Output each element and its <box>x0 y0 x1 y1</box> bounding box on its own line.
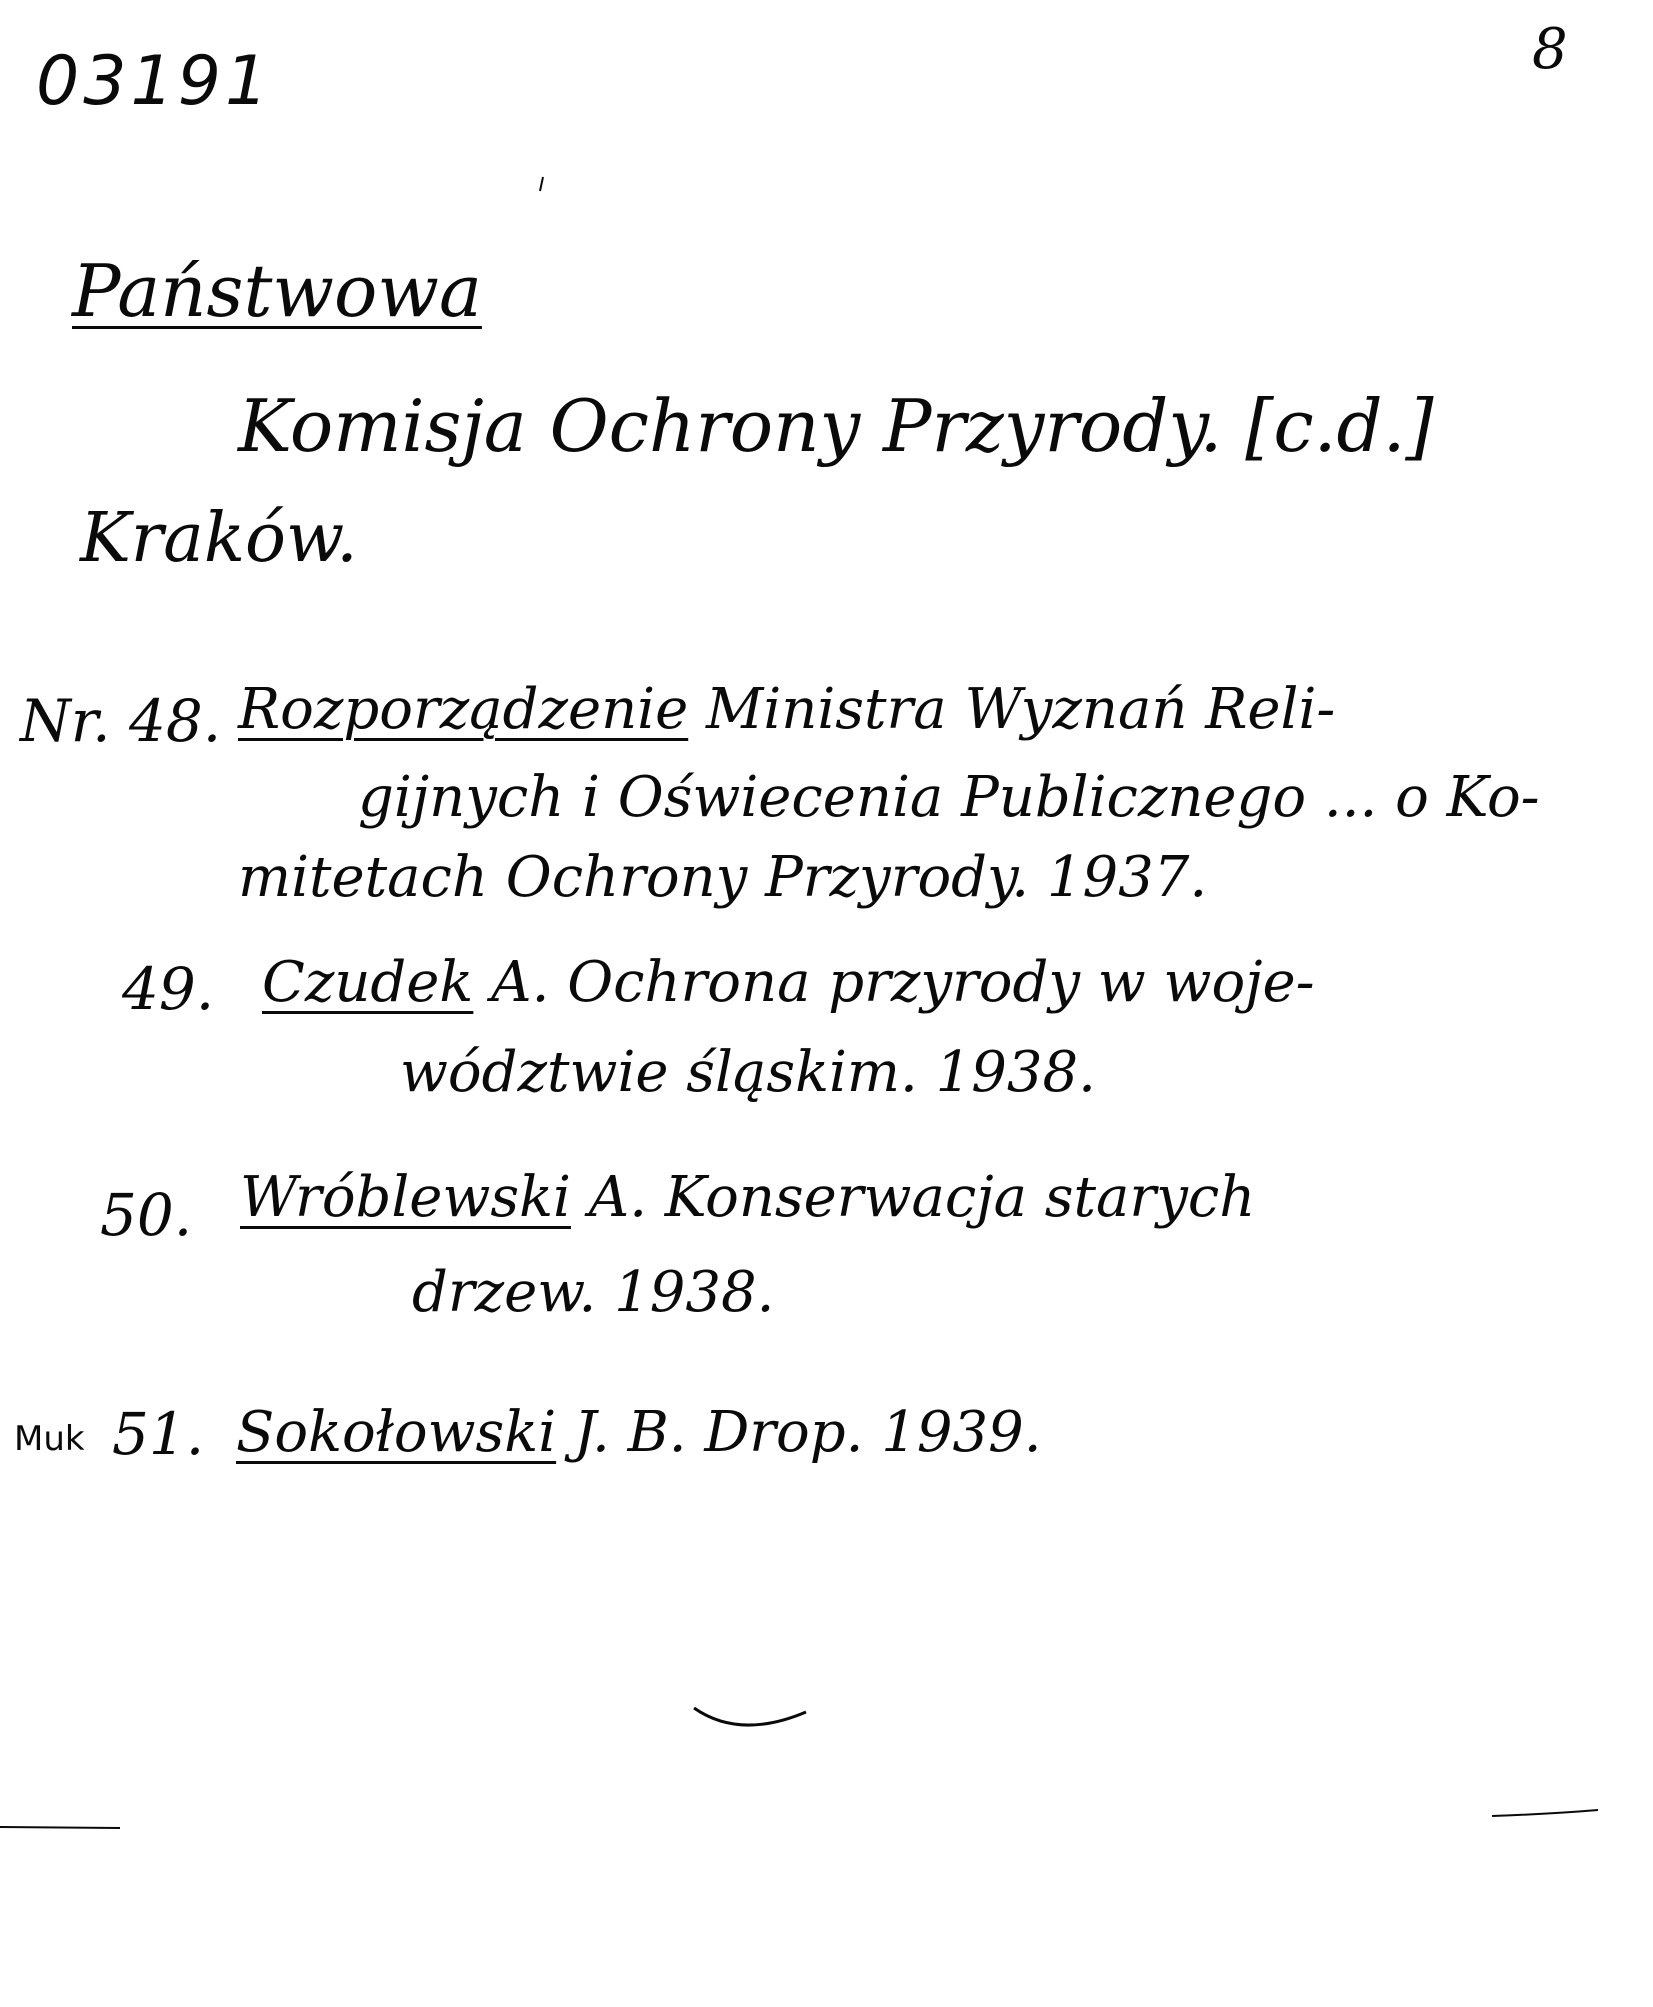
heading-institution: Państwowa <box>72 249 482 333</box>
entry-number: 51. <box>112 1400 205 1468</box>
page-number: 8 <box>1532 17 1568 82</box>
entry-line-continued: wództwie śląskim. 1938. <box>400 1040 1096 1105</box>
margin-note: Muk <box>14 1419 85 1459</box>
entry-line <box>238 677 1336 742</box>
entry-line <box>236 1400 1042 1465</box>
entry-author: Sokołowski <box>236 1400 557 1465</box>
entry-number: Nr. 48. <box>20 687 222 755</box>
entry-author: Rozporządzenie <box>238 677 689 742</box>
margin-line-left <box>0 1822 125 1832</box>
entry-author: Czudek <box>262 950 474 1015</box>
entry-title: J. B. Drop. 1939. <box>556 1400 1042 1465</box>
catalog-number: 03191 <box>36 42 273 121</box>
margin-line-right <box>1490 1808 1600 1820</box>
entry-number: 49. <box>122 955 215 1023</box>
entry-line <box>240 1165 1256 1230</box>
entry-title: A. Konserwacja starych <box>570 1165 1256 1230</box>
entry-number: 50. <box>100 1181 193 1249</box>
entry-line-continued: drzew. 1938. <box>412 1260 775 1325</box>
end-flourish <box>690 1700 810 1750</box>
entry-line <box>262 950 1315 1015</box>
entry-line-continued: mitetach Ochrony Przyrody. 1937. <box>238 845 1208 910</box>
scan-speck <box>536 175 546 195</box>
heading-commission: Komisja Ochrony Przyrody. [c.d.] <box>238 384 1434 468</box>
entry-title: Ministra Wyznań Reli- <box>688 677 1336 742</box>
heading-city: Kraków. <box>80 499 358 578</box>
entry-title: A. Ochrona przyrody w woje- <box>473 950 1315 1015</box>
entry-author: Wróblewski <box>240 1165 571 1230</box>
entry-line-continued: gijnych i Oświecenia Publicznego ... o Ko- <box>358 765 1540 830</box>
